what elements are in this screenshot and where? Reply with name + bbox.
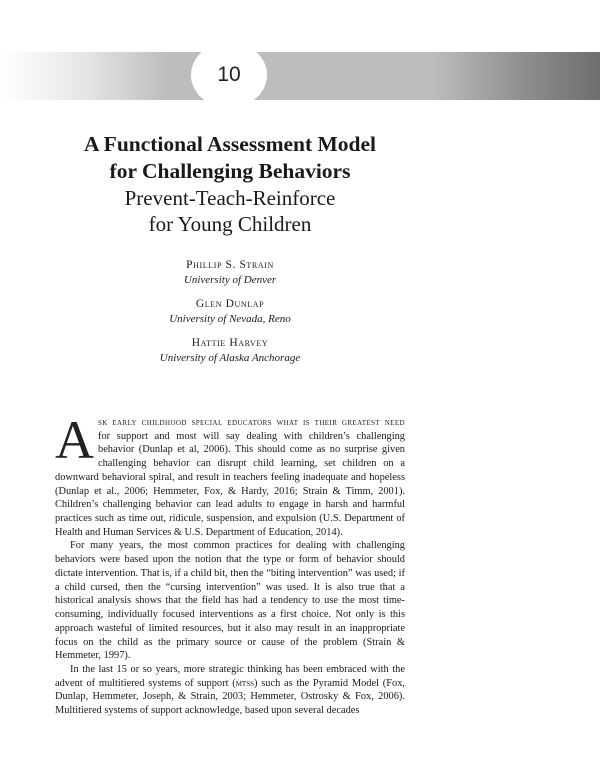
paragraph-text: for support and most will say dealing with children’s challenging behavior (Dunlap et al, 2006). This should come as no surprise given challenging behavior can disrupt child learning, set children on a downward behavioral spiral, and result in teachers feeling inadequate and hopeless (Dunlap et al., 2006; Hemmeter, Fox, & Hardy, 2016; Strain & Timm, 2001). Children’s challenging behavior can lead adults to engage in harsh and harmful practices such as time out, ridicule, suspension, and expulsion (U.S. Department of Health and Human Services & U.S. Department of Education, 2014). [55,430,405,538]
author-name: Phillip S. Strain [186,259,274,271]
body-text [55,410,405,718]
paragraph-3 [55,663,405,718]
drop-cap: A [55,410,94,470]
chapter-number: 10 [191,42,267,108]
author-name: Hattie Harvey [191,337,269,349]
author [0,297,460,326]
author-list [0,258,460,375]
paragraph-text: ) such as the Pyramid Model (Fox, Dunlap, Hemmeter, Joseph, & Strain, 2003; Hemmeter, Ostrosky & Fox, 2006). Multitiered systems of support acknowledge, based upon several decades [55,677,405,717]
subtitle-line-2: for Young Children [148,212,312,236]
author-name: Glen Dunlap [195,298,265,310]
paragraph-text: In the last 15 or so years, more strategic thinking has been embraced with the advent of multitiered systems of support ( [55,663,405,689]
paragraph-lead: sk early childhood special educators what is their greatest need [98,417,405,428]
chapter-title [0,131,460,237]
paragraph-1 [55,410,405,539]
author [0,258,460,287]
subtitle-line-1: Prevent-Teach-Reinforce [124,186,336,210]
author-affiliation: University of Nevada, Reno [169,313,291,325]
author-affiliation: University of Alaska Anchorage [159,352,301,364]
abbreviation: mtss [235,677,254,689]
author [0,336,460,365]
title-line-1: A Functional Assessment Model [83,132,377,156]
title-line-2: for Challenging Behaviors [109,159,351,183]
author-affiliation: University of Denver [183,274,277,286]
paragraph-2: For many years, the most common practices for dealing with challenging behaviors were based upon the notion that the type or form of behavior should dictate intervention. That is, if a child bit, then the “biting intervention” was used; if a child cursed, then the “cursing intervention” was used. It is also true that a historical analysis shows that the field has had a tendency to use the most time-consuming, individually focused interventions as a first choice. Not only is this approach wasteful of limited resources, but it also may result in an inappropriate focus on the child as the primary source or cause of the problem (Strain & Hemmeter, 1997). [55,540,405,662]
chapter-banner [0,52,600,100]
